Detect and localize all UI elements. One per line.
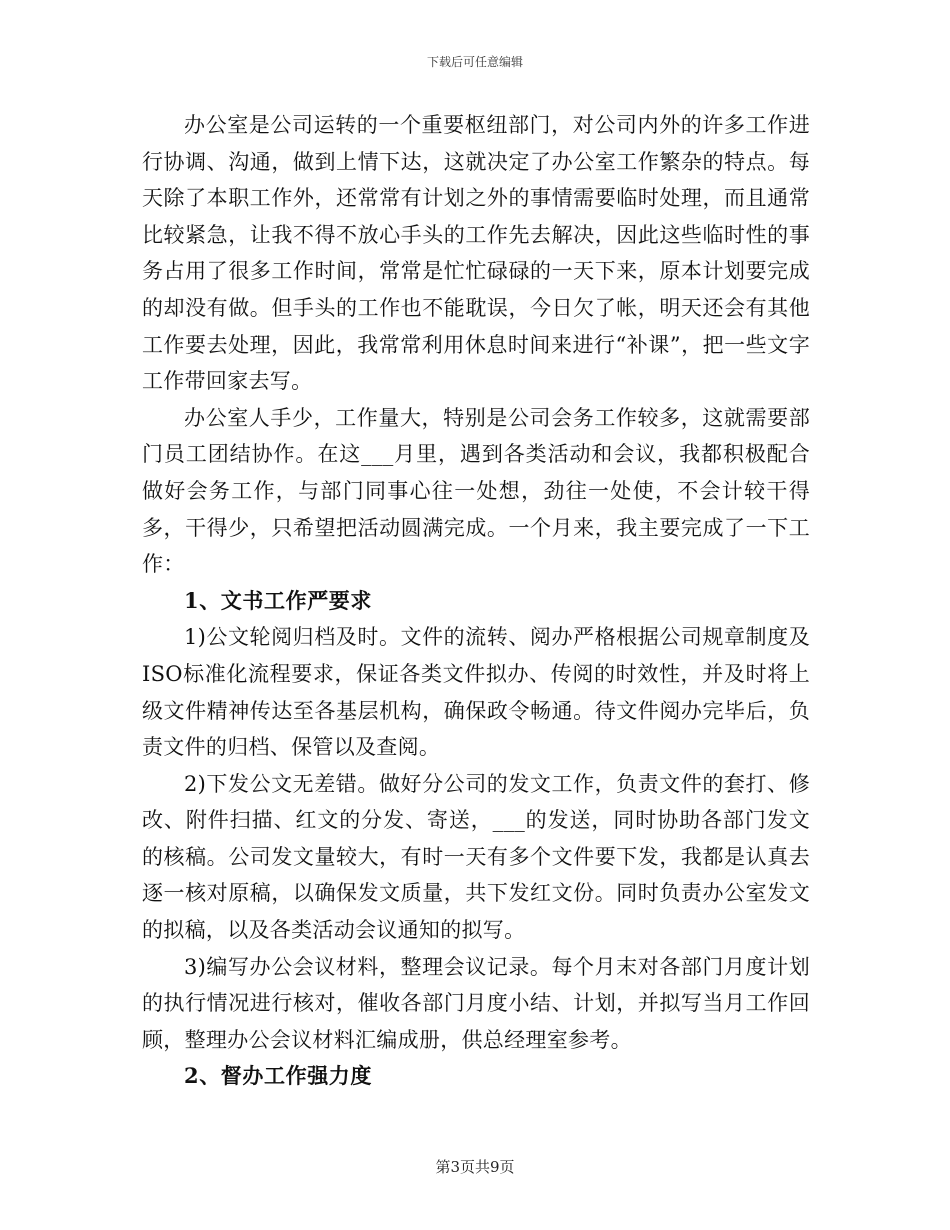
paragraph-teamwork: 办公室人手少，工作量大，特别是公司会务工作较多，这就需要部门员工团结协作。在这___月里，遇到各类活动和会议，我都积极配合做好会务工作，与部门同事心往一处想，劲往一处使，不会计较干得多，干得少，只希望把活动圆满完成。一个月来，我主要完成了一下工作： [142,405,810,577]
paragraph-meeting-materials: 3)编写办公会议材料，整理会议记录。每个月末对各部门月度计划的执行情况进行核对，催收各部门月度小结、计划，并拟写当月工作回顾，整理办公会议材料汇编成册，供总经理室参考。 [142,954,810,1052]
paragraph-issuing-documents: 2)下发公文无差错。做好分公司的发文工作，负责文件的套打、修改、附件扫描、红文的分发、寄送，___的发送，同时协助各部门发文的核稿。公司发文量较大，有时一天有多个文件要下发，我都是认真去逐一核对原稿，以确保发文质量，共下发红文份。同时负责办公室发文的拟稿，以及各类活动会议通知的拟写。 [142,771,810,943]
page-number: 第3页共9页 [435,1158,515,1176]
section-heading-supervision-work: 2、督办工作强力度 [184,1063,373,1089]
page-header-note: 下载后可任意编辑 [426,55,523,69]
section-heading-document-work: 1、文书工作严要求 [184,587,373,613]
paragraph-circulation-archiving: 1)公文轮阅归档及时。文件的流转、阅办严格根据公司规章制度及ISO标准化流程要求，保证各类文件拟办、传阅的时效性，并及时将上级文件精神传达至各基层机构，确保政令畅通。待文件阅办完毕后，负责文件的归档、保管以及查阅。 [142,625,810,760]
document-body [142,107,810,1095]
paragraph-office-role: 办公室是公司运转的一个重要枢纽部门，对公司内外的许多工作进行协调、沟通，做到上情下达，这就决定了办公室工作繁杂的特点。每天除了本职工作外，还常常有计划之外的事情需要临时处理，而且通常比较紧急，让我不得不放心手头的工作先去解决，因此这些临时性的事务占用了很多工作时间，常常是忙忙碌碌的一天下来，原本计划要完成的却没有做。但手头的工作也不能耽误，今日欠了帐，明天还会有其他工作要去处理，因此，我常常利用休息时间来进行“补课”，把一些文字工作带回家去写。 [142,113,810,394]
